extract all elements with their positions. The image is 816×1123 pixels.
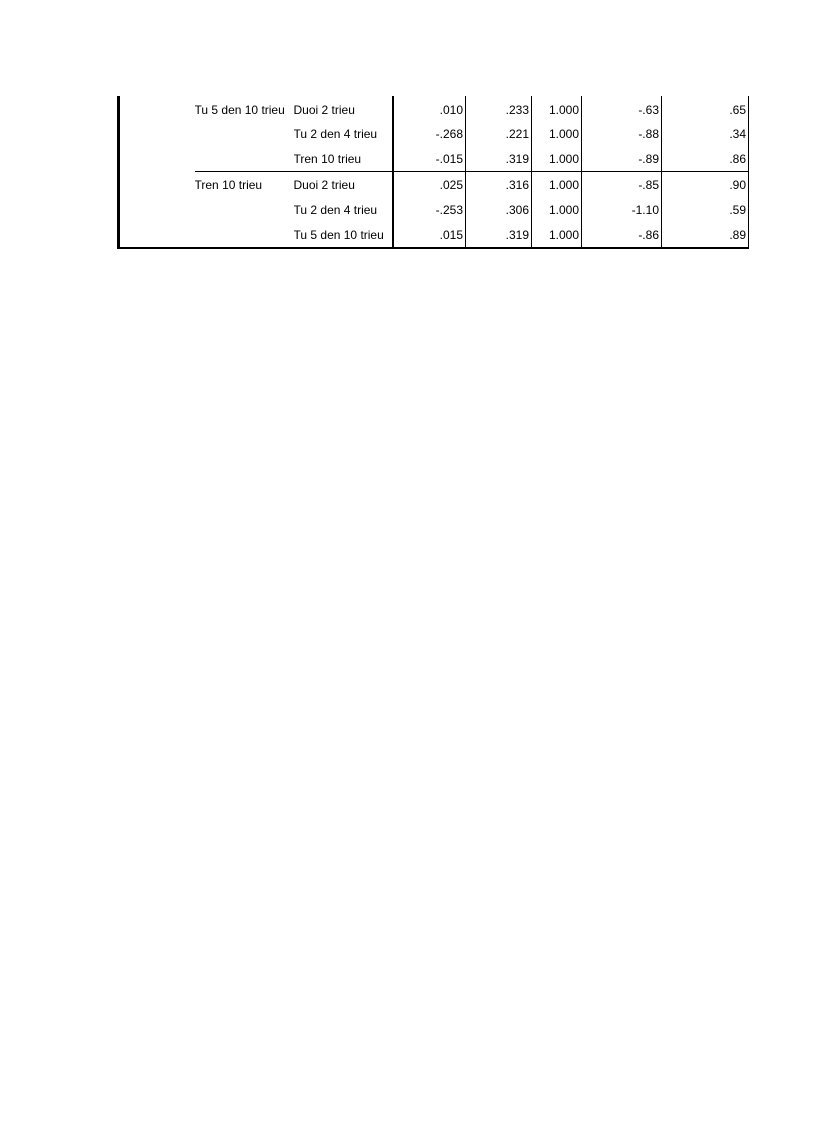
lower-bound-cell: -.89	[582, 146, 662, 172]
compare-label: Duoi 2 trieu	[294, 172, 393, 198]
group-label: Tren 10 trieu	[195, 172, 294, 198]
mean-difference-cell: -.268	[393, 121, 466, 146]
lower-bound-cell: -.88	[582, 121, 662, 146]
group-label: Tu 5 den 10 trieu	[194, 102, 285, 117]
std-error-cell: .233	[466, 96, 532, 121]
multiple-comparisons-table	[117, 96, 749, 249]
compare-label: Tu 2 den 4 trieu	[294, 121, 393, 146]
compare-label: Tren 10 trieu	[294, 146, 393, 172]
upper-bound-cell: .59	[662, 197, 749, 222]
table-row	[119, 222, 749, 248]
upper-bound-cell: .89	[662, 222, 749, 248]
lower-bound-cell: -.86	[582, 222, 662, 248]
sig-cell: 1.000	[532, 121, 582, 146]
compare-label: Tu 5 den 10 trieu	[294, 222, 393, 248]
sig-cell: 1.000	[532, 172, 582, 198]
sig-cell: 1.000	[532, 96, 582, 121]
std-error-cell: .316	[466, 172, 532, 198]
lower-bound-cell: -.63	[582, 96, 662, 121]
upper-bound-cell: .86	[662, 146, 749, 172]
mean-difference-cell: -.015	[393, 146, 466, 172]
compare-label: Tu 2 den 4 trieu	[294, 197, 393, 222]
lower-bound-cell: -1.10	[582, 197, 662, 222]
mean-difference-cell: .015	[393, 222, 466, 248]
std-error-cell: .221	[466, 121, 532, 146]
table-row	[119, 172, 749, 198]
table-row	[119, 197, 749, 222]
std-error-cell: .319	[466, 146, 532, 172]
std-error-cell: .319	[466, 222, 532, 248]
sig-cell: 1.000	[532, 222, 582, 248]
lower-bound-cell: -.85	[582, 172, 662, 198]
table-row	[119, 121, 749, 146]
compare-label: Duoi 2 trieu	[294, 96, 393, 121]
upper-bound-cell: .90	[662, 172, 749, 198]
mean-difference-cell: .025	[393, 172, 466, 198]
upper-bound-cell: .34	[662, 121, 749, 146]
sig-cell: 1.000	[532, 197, 582, 222]
mean-difference-cell: .010	[393, 96, 466, 121]
sig-cell: 1.000	[532, 146, 582, 172]
std-error-cell: .306	[466, 197, 532, 222]
dependent-variable-stub	[119, 96, 195, 248]
table-row	[119, 146, 749, 172]
table-row	[119, 96, 749, 121]
mean-difference-cell: -.253	[393, 197, 466, 222]
upper-bound-cell: .65	[662, 96, 749, 121]
